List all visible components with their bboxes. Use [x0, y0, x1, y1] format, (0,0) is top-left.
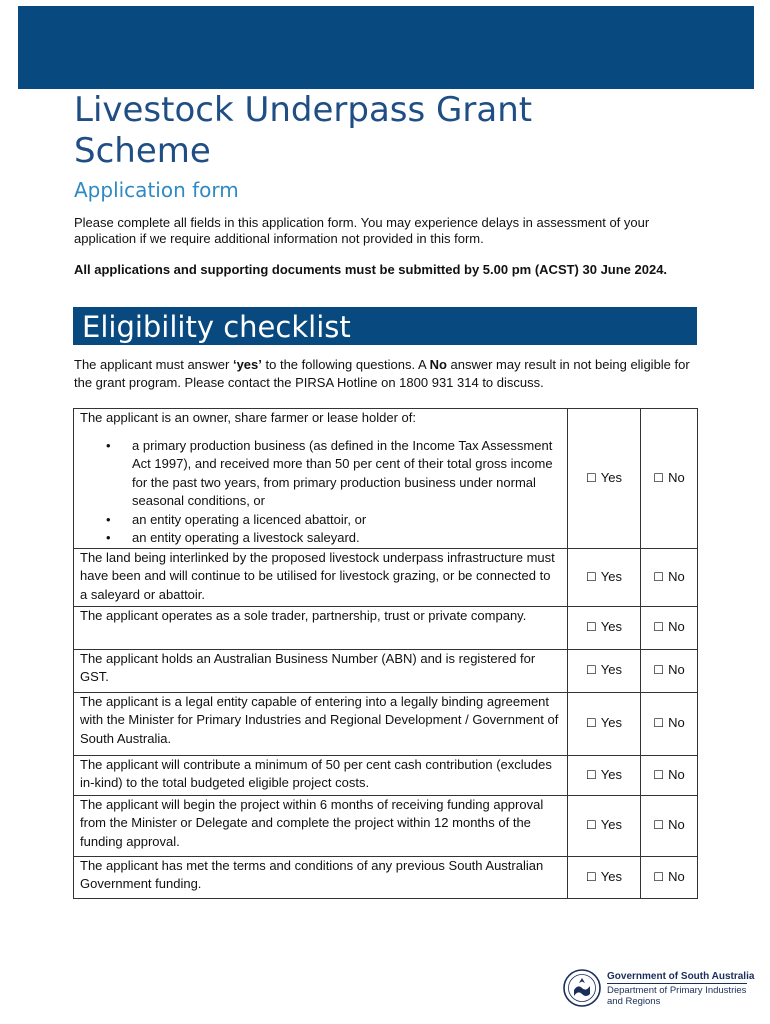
yes-label: Yes: [600, 766, 622, 782]
checkbox-icon[interactable]: ☐: [653, 569, 665, 584]
instructions-text: The applicant must answer: [74, 357, 233, 372]
checkbox-icon[interactable]: ☐: [586, 663, 597, 678]
bullet-item: • a primary production business (as defined in the Income Tax Assessment Act 1997), and received more than 50 per cent of their total gross income for the past two years, from primary production business under normal seasonal conditions, or: [80, 437, 561, 511]
checklist-row: [74, 606, 698, 649]
question-cell: The applicant holds an Australian Business Number (ABN) and is registered for GST.: [74, 649, 568, 692]
no-option[interactable]: [641, 409, 698, 549]
checkbox-icon[interactable]: ☐: [586, 471, 597, 485]
intro-paragraph: Please complete all fields in this application form. You may experience delays in assessment of your application if we require additional information not provided in this form.: [74, 215, 650, 246]
no-label: No: [668, 619, 685, 635]
eligibility-checklist-table: [73, 408, 698, 899]
yes-label: Yes: [600, 568, 622, 584]
question-cell: The applicant will contribute a minimum of 50 per cent cash contribution (excludes in-kind) to the total budgeted eligible project costs.: [74, 755, 568, 795]
checkbox-icon[interactable]: ☐: [586, 869, 597, 884]
checklist-row: [74, 692, 698, 755]
instructions-text: answer may result in not being eligible for the grant program. Please contact the PIRSA Hotline on 1800 931 314 to discuss.: [74, 357, 690, 390]
checklist-row: [74, 649, 698, 692]
checkbox-icon[interactable]: ☐: [586, 716, 597, 731]
no-option[interactable]: [641, 856, 698, 898]
yes-option[interactable]: [568, 755, 641, 795]
government-logo: [562, 968, 755, 1010]
yes-option[interactable]: [568, 548, 641, 606]
no-option[interactable]: [641, 548, 698, 606]
yes-label: Yes: [600, 715, 622, 731]
yes-label: Yes: [600, 868, 622, 884]
checkbox-icon[interactable]: ☐: [586, 620, 597, 635]
no-label: No: [668, 568, 685, 584]
no-label: No: [668, 662, 685, 678]
question-text: The applicant is an owner, share farmer or lease holder of:: [80, 410, 417, 425]
no-label: No: [668, 470, 685, 485]
department-name: Department of Primary Industries and Regions: [607, 985, 747, 1007]
section-heading-band: [73, 307, 697, 345]
section-title: Eligibility checklist: [82, 310, 351, 344]
question-cell: The applicant operates as a sole trader, partnership, trust or private company.: [74, 606, 568, 649]
yes-label: Yes: [600, 662, 622, 678]
state-crest-icon: [562, 968, 602, 1008]
bullet-item: • an entity operating a licenced abattoir, or: [80, 511, 561, 530]
checklist-instructions: [74, 356, 694, 392]
checkbox-icon[interactable]: ☐: [653, 818, 665, 833]
checkbox-icon[interactable]: ☐: [653, 869, 665, 884]
no-label: No: [668, 817, 685, 833]
checkbox-icon[interactable]: ☐: [653, 716, 665, 731]
question-cell: The land being interlinked by the proposed livestock underpass infrastructure must have been and will continue to be utilised for livestock grazing, or be connected to a saleyard or abattoir.: [74, 548, 568, 606]
yes-label: Yes: [600, 470, 622, 485]
eligibility-bullet-list: [80, 437, 561, 548]
yes-label: Yes: [600, 817, 622, 833]
no-option[interactable]: [641, 795, 698, 856]
deadline-notice: All applications and supporting documents must be submitted by 5.00 pm (ACST) 30 June 2024.: [74, 262, 668, 277]
logo-divider: [607, 983, 747, 984]
question-cell: The applicant is a legal entity capable of entering into a legally binding agreement with the Minister for Primary Industries and Regional Development / Government of South Australia.: [74, 692, 568, 755]
checkbox-icon[interactable]: ☐: [653, 767, 665, 782]
bullet-item: • an entity operating a livestock saleyard.: [80, 529, 561, 548]
checkbox-icon[interactable]: ☐: [653, 620, 665, 635]
checkbox-icon[interactable]: ☐: [586, 818, 597, 833]
yes-option[interactable]: [568, 606, 641, 649]
yes-option[interactable]: [568, 649, 641, 692]
question-cell: [74, 409, 568, 549]
checkbox-icon[interactable]: ☐: [653, 471, 665, 485]
instructions-yes-emphasis: ‘yes’: [232, 357, 262, 372]
question-cell: The applicant will begin the project within 6 months of receiving funding approval from the Minister or Delegate and complete the project within 12 months of the funding approval.: [74, 795, 568, 856]
checklist-row: [74, 856, 698, 898]
checkbox-icon[interactable]: ☐: [586, 569, 597, 584]
checklist-row: [74, 795, 698, 856]
no-label: No: [668, 868, 685, 884]
header-banner: [18, 6, 754, 89]
page-title: Livestock Underpass Grant Scheme: [74, 90, 533, 171]
yes-option[interactable]: [568, 856, 641, 898]
instructions-text: to the following questions. A: [261, 357, 430, 372]
no-option[interactable]: [641, 755, 698, 795]
checklist-row: [74, 755, 698, 795]
checkbox-icon[interactable]: ☐: [586, 767, 597, 782]
instructions-no-emphasis: No: [429, 357, 447, 372]
government-name: Government of South Australia: [607, 971, 755, 982]
yes-option[interactable]: [568, 692, 641, 755]
checkbox-icon[interactable]: ☐: [653, 663, 665, 678]
checklist-row: [74, 548, 698, 606]
checklist-row: [74, 409, 698, 549]
yes-label: Yes: [600, 619, 622, 635]
no-option[interactable]: [641, 692, 698, 755]
no-option[interactable]: [641, 606, 698, 649]
question-cell: The applicant has met the terms and conditions of any previous South Australian Government funding.: [74, 856, 568, 898]
no-option[interactable]: [641, 649, 698, 692]
page-subtitle: Application form: [74, 178, 239, 202]
no-label: No: [668, 766, 685, 782]
yes-option[interactable]: [568, 795, 641, 856]
yes-option[interactable]: [568, 409, 641, 549]
no-label: No: [668, 715, 685, 731]
